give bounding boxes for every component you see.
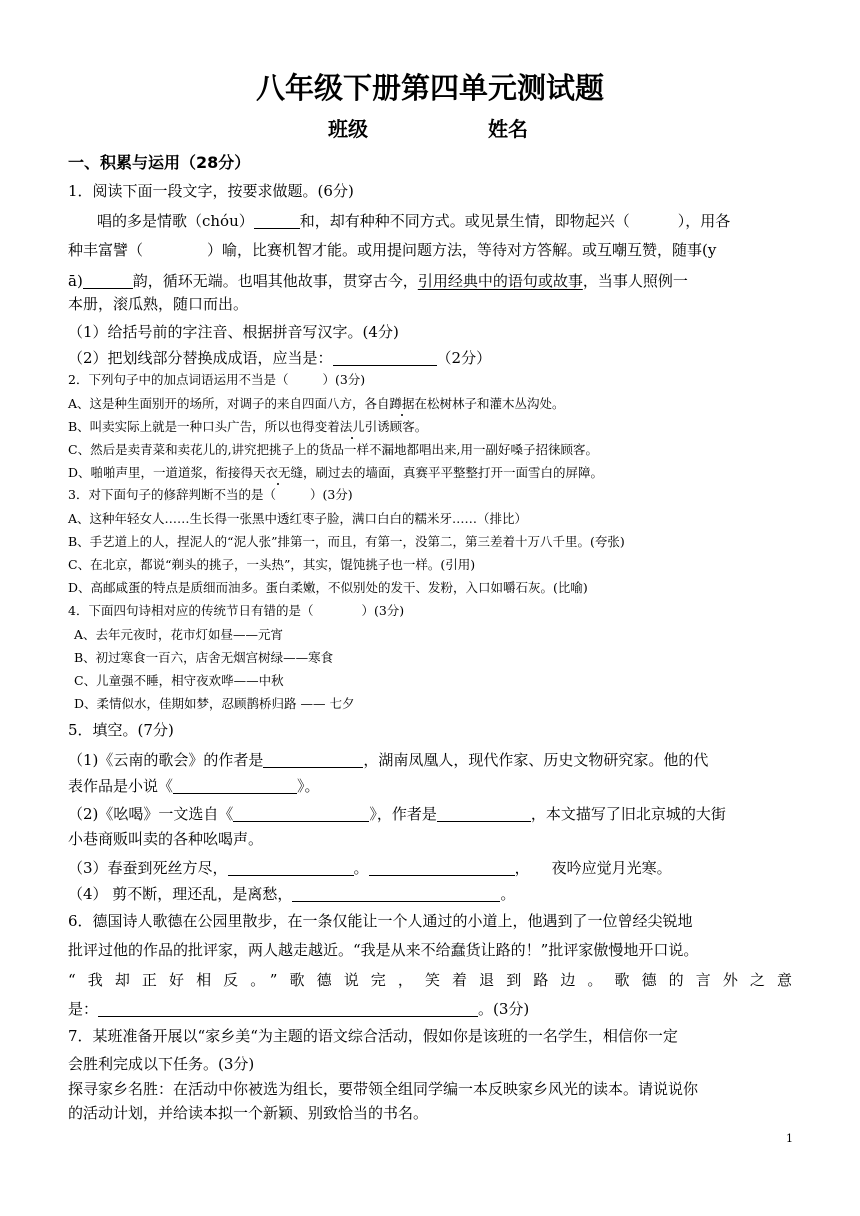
blank[interactable] [263, 752, 363, 768]
q1-passage-line: 种丰富譬（ ）喻，比赛机智才能。或用提问题方法，等待对方答解。或互嘲互赞，随事(y [68, 241, 717, 259]
q2-option-a: A、这是种生面别开的场所，对调子的来自四面八方，各自蹲据在松树林子和灌木丛沟处。 [68, 396, 565, 411]
dotted-word: 蹲据 [389, 396, 415, 411]
q7-line: 7．某班准备开展以“家乡美“为主题的语文综合活动，假如你是该班的一名学生，相信你一定 [68, 1027, 678, 1045]
q5-sub-1-cont: 表作品是小说《 》。 [68, 777, 320, 795]
q4-option-d: D、柔情似水，佳期如梦，忍顾鹊桥归路 —— 七夕 [74, 696, 355, 711]
q3-option-c: C、在北京，都说“剃头的挑子，一头热”，其实，馄饨挑子也一样。(引用) [68, 557, 476, 572]
q1-passage-line: 本册，滚瓜熟，随口而出。 [68, 295, 249, 313]
q6-line: “我却正好相反。”歌德说完，笑着退到路边。歌德的言外之意 [68, 971, 792, 989]
q5-sub-4: （4） 剪不断，理还乱，是离愁， 。 [68, 885, 516, 903]
q3-option-d: D、高邮咸蛋的特点是质细而油多。蛋白柔嫩，不似别处的发干、发粉，入口如嚼石灰。(比喻) [68, 580, 588, 595]
page-number: 1 [786, 1132, 793, 1145]
blank[interactable] [369, 860, 515, 876]
dotted-word: 天衣无缝 [253, 465, 304, 480]
q2-stem: 2．下列句子中的加点词语运用不当是（ ）(3分) [68, 372, 366, 387]
blank[interactable] [228, 860, 354, 876]
blank[interactable] [98, 1001, 478, 1017]
q3-stem: 3．对下面句子的修辞判断不当的是（ ）(3分) [68, 487, 353, 502]
q5-sub-1: （1)《云南的歌会》的作者是 ，湖南凤凰人，现代作家、历史文物研究家。他的代 [68, 751, 709, 769]
q4-option-b: B、初过寒食一百六，店舍无烟宫树绿——寒食 [74, 650, 334, 665]
class-label: 班级 [328, 117, 368, 141]
page-title: 八年级下册第四单元测试题 [255, 71, 604, 105]
q7-line: 的活动计划，并给读本拟一个新颖、别致恰当的书名。 [68, 1104, 429, 1122]
q2-option-c: C、然后是卖青菜和卖花儿的,讲究把挑子上的货品一样不漏地都唱出来,用一副好嗓子招徕顾客。 [68, 442, 599, 457]
blank[interactable] [173, 778, 297, 794]
blank[interactable] [292, 886, 500, 902]
section-heading: 一、积累与运用（28分） [68, 153, 251, 172]
q4-option-a: A、去年元夜时，花市灯如昼——元宵 [74, 627, 284, 642]
q1-passage-line: ā) 韵，循环无端。也唱其他故事，贯穿古今，引用经典中的语句或故事，当事人照例一 [68, 272, 688, 290]
q2-option-d: D、啪啪声里，一道道浆，衔接得天衣无缝，刷过去的墙面，真赛平平整整打开一面雪白的屏障。 [68, 465, 604, 480]
q5-sub-3: （3）春蚕到死丝方尽， 。 ， 夜吟应觉月光寒。 [68, 859, 672, 877]
blank[interactable] [437, 806, 531, 822]
q3-option-a: A、这种年轻女人……生长得一张黑中透红枣子脸，满口白白的糯米牙……（排比） [68, 511, 528, 526]
q1-sub-1: （1）给括号前的字注音、根据拼音写汉字。(4分) [68, 323, 399, 341]
underlined-phrase: 引用经典中的语句或故事 [417, 272, 583, 290]
q5-sub-2: （2)《吆喝》一文选自《 》，作者是 ，本文描写了旧北京城的大街 [68, 805, 726, 823]
q7-line: 会胜利完成以下任务。(3分) [68, 1055, 255, 1073]
q4-option-c: C、儿童强不睡，相守夜欢哗——中秋 [74, 673, 284, 688]
name-label: 姓名 [488, 117, 528, 141]
q7-line: 探寻家乡名胜：在活动中你被选为组长，要带领全组同学编一本反映家乡风光的读本。请说说你 [68, 1080, 699, 1098]
q1-stem: 1．阅读下面一段文字，按要求做题。(6分) [68, 182, 354, 200]
q6-line: 6．德国诗人歌德在公园里散步，在一条仅能让一个人通过的小道上，他遇到了一位曾经尖锐地 [68, 912, 693, 930]
dotted-word: 变着法儿引诱 [314, 419, 390, 434]
blank[interactable] [233, 806, 369, 822]
q1-sub-2: （2）把划线部分替换成成语，应当是： （2分） [68, 349, 492, 367]
q6-answer-line: 是： 。(3分) [68, 1000, 530, 1018]
q3-option-b: B、手艺道上的人，捏泥人的“泥人张”排第一，而且，有第一，没第二，第三差着十万八千里。(夸张) [68, 534, 625, 549]
q5-stem: 5．填空。(7分) [68, 721, 174, 739]
blank[interactable] [254, 213, 300, 229]
q6-line: 批评过他的作品的批评家，两人越走越近。“我是从来不给蠢货让路的！”批评家傲慢地开口说。 [68, 941, 699, 959]
blank[interactable] [83, 273, 133, 289]
q5-sub-2-cont: 小巷商贩叫卖的各种吆喝声。 [68, 830, 264, 848]
q4-stem: 4．下面四句诗相对应的传统节日有错的是（ ）(3分) [68, 603, 405, 618]
q1-passage-line: 唱的多是情歌（chóu） 和，却有种种不同方式。或见景生情，即物起兴（ ），用各 [97, 212, 731, 230]
blank[interactable] [333, 350, 437, 366]
q2-option-b: B、叫卖实际上就是一种口头广告，所以也得变着法儿引诱顾客。 [68, 419, 428, 434]
class-name-row [0, 113, 860, 141]
